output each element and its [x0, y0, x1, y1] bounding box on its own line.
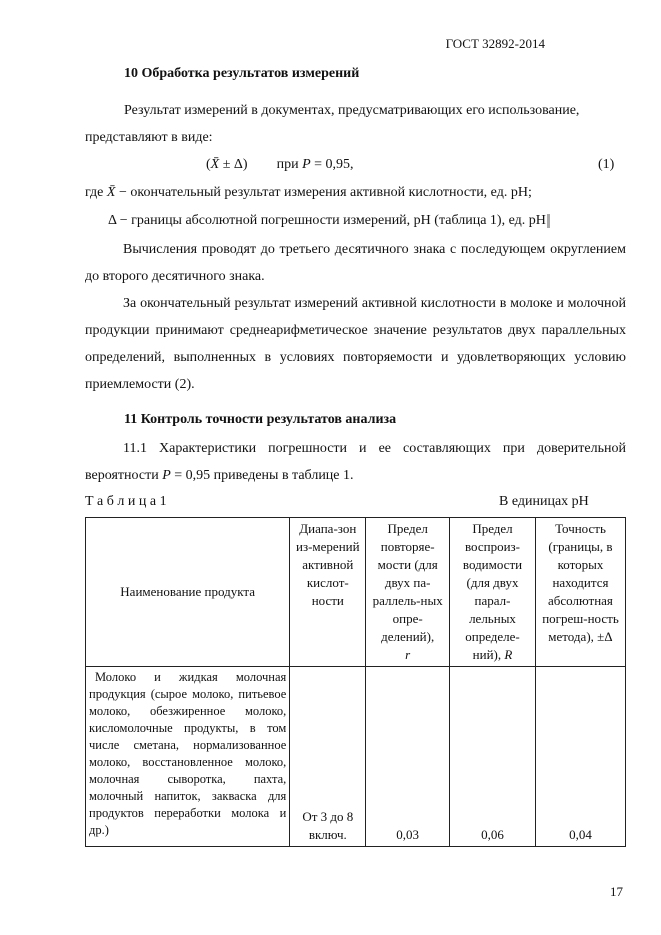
where-x-mean: X̄ — [106, 185, 116, 200]
header-accuracy: Точность (границы, в которых находится абсолютная погреш-ность метода), ±Δ — [535, 518, 625, 667]
intro-line-1: Результат измерений в документах, предусматривающих его использование, — [124, 103, 580, 118]
header-repeatability-text: Предел повторяе-мости (для двух па-раллель-ных опре-делений), — [372, 521, 443, 644]
section-10-title: 10 Обработка результатов измерений — [124, 66, 360, 81]
where-line — [85, 185, 532, 201]
formula-x-mean: X̄ — [210, 157, 220, 172]
cell-reproducibility: 0,06 — [450, 667, 536, 847]
header-reproducibility-var: R — [504, 647, 513, 662]
page-number: 17 — [610, 884, 623, 899]
formula-cond-value: = 0,95, — [310, 157, 354, 172]
formula-delta: ± Δ) — [219, 157, 248, 172]
header-repeatability — [366, 518, 450, 667]
where-x-desc: − окончательный результат измерения активной кислотности, ед. pH; — [115, 185, 532, 200]
delta-desc: Δ − границы абсолютной погрешности измерений, pH (таблица 1), ед. pH — [108, 213, 546, 228]
para-accuracy-end: = 0,95 приведены в таблице 1. — [170, 468, 354, 483]
accuracy-table — [85, 517, 626, 847]
para-rounding: Вычисления проводят до третьего десятичного знака с последующем округлением до второго десятичного знака. — [85, 242, 626, 284]
header-range: Диапа-зон из-мерений активной кислот-ности — [290, 518, 366, 667]
intro-line-2: представляют в виде: — [85, 130, 213, 145]
formula-cond-var: P — [302, 157, 311, 172]
para-final-result: За окончательный результат измерений активной кислотности в молоке и молочной продукции принимают среднеарифметическое значение результатов двух параллельных определений, выполненных в условиях повторяемости и удовлетворяющих условию приемлемости (2). — [85, 296, 626, 392]
header-reproducibility-text: Предел воспроиз-водимости (для двух парал-лельных определе-ний), — [462, 521, 523, 662]
formula-number: (1) — [598, 157, 615, 172]
section-11-title: 11 Контроль точности результатов анализа — [124, 412, 397, 427]
para-accuracy — [85, 435, 626, 489]
table-header-row — [86, 518, 626, 667]
formula-open: ( — [206, 157, 211, 172]
where-prefix: где — [85, 185, 107, 200]
cell-range: От 3 до 8 включ. — [290, 667, 366, 847]
text-cursor-mark — [547, 214, 550, 228]
delta-line — [108, 213, 550, 229]
table-units: В единицах pH — [499, 494, 589, 509]
table-row — [86, 667, 626, 847]
cell-accuracy: 0,04 — [535, 667, 625, 847]
table-caption: Т а б л и ц а 1 — [85, 494, 167, 509]
document-code: ГОСТ 32892-2014 — [445, 36, 545, 51]
para-accuracy-start: 11.1 Характеристики погрешности и ее составляющих при доверительной вероятности — [85, 441, 626, 483]
cell-repeatability: 0,03 — [366, 667, 450, 847]
header-product-name: Наименование продукта — [86, 518, 290, 667]
formula-cond-prefix: при — [276, 157, 303, 172]
cell-product: Молоко и жидкая молочная продукция (сырое молоко, питьевое молоко, обезжиренное молоко, кисломолочные продукты, в том числе сметана, нормализованное молоко, восстановленное молоко, молочная сыворотка, пахта, молочный напиток, закваска для продуктов переработки молока и др.) — [86, 667, 290, 847]
header-repeatability-var: r — [405, 647, 411, 662]
para-accuracy-var: P — [162, 468, 171, 483]
formula — [206, 157, 354, 173]
header-reproducibility — [450, 518, 536, 667]
